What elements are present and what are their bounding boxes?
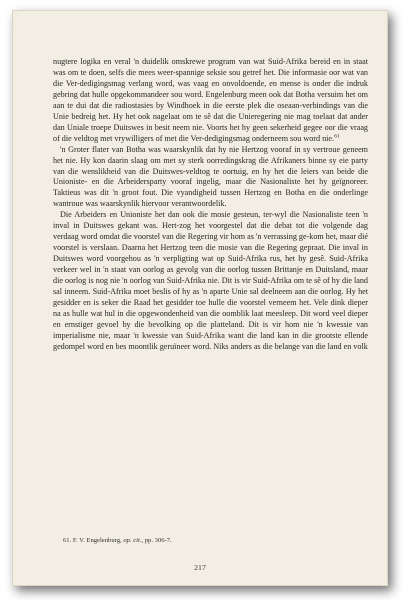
footnote-pages: pp. 306-7. xyxy=(144,537,172,544)
body-text xyxy=(53,57,368,353)
footnote xyxy=(63,537,363,544)
footnote-number: 61. xyxy=(63,537,72,544)
paragraph-3-text: Die Arbeiders en Unioniste het dan ook die mosie gesteun, ter-wyl die Nasionaliste teen 'n inval in Duitswes gekant was. Hert-zog het voorgestel dat die debat tot die volgende dag verdaag word omdat die voorstel van die Regering vir hom as 'n verrassing ge-kom het, maar dié voorstel is verslaan. Daarna het Hertzog teen die mosie van die Regering gepraat. Die inval in Duitswes word voorgehou as 'n verpligting wat op Suid-Afrika rus, het hy gesê. Suid-Afrika verkeer wel in 'n staat van oorlog as gevolg van die oorlog tussen Brittanje en Duitsland, maar die oorlog is nog nie 'n oorlog van Suid-Afrika nie. Dit is vir Suid-Afrika om te sê of hy die land sal inneem. Suid-Afrika moet beslis of hy as 'n aparte Unie sal deelneem aan die oorlog. Hy het gesidder en is seker die Raad het gesidder toe hulle die voorstel verneem het. Vele dink dieper na as hulle wat hul in die opgewondenheid van die oomblik laat meesleep. Dit word veel dieper en ernstiger gevoel by die bevolking op die platteland. Dit is vir hom nie 'n kwessie van imperialisme nie, maar 'n kwessie van Suid-Afrika want die land kan in die grootste ellende gedompel word en bes moontlik geruïneer word. Niks anders as die belange van die land en volk xyxy=(53,210,368,351)
paragraph-2-text: 'n Groter flater van Botha was waarskynlik dat hy nie Hertzog vooraf in sy vertroue geneem het nie. Hy kon daarin slaag om met sy sterk oorredingskrag die Afrikaners binne sy eie party van die wenslikheid van die Duitswes-veldtog te oortuig, en hy het die leiers van beide die Unioniste- en die Arbeidersparty vooraf ingelig, maar die Nasionaliste het hy geïgnoreer. Taktieus was dit 'n groot fout. Die vyandigheid tussen Hertzog en Botha en die onderlinge wantroue was waarskynlik hiervoor verantwoordelik. xyxy=(53,144,368,209)
paragraph-1 xyxy=(53,57,368,145)
paragraph-3 xyxy=(53,210,368,352)
footnote-author: F. V. Engelenburg, xyxy=(72,537,122,544)
page-number: 217 xyxy=(194,563,206,572)
book-page xyxy=(12,10,388,586)
footnote-reference: 61 xyxy=(334,132,340,139)
footnote-work: op. cit., xyxy=(123,537,144,544)
paragraph-2 xyxy=(53,145,368,211)
paragraph-1-text: nugtere logika en veral 'n duidelik omskrewe program van wat Suid-Afrika bereid en in staat was om te doen, selfs die mees weer-spannige seksie sou getref het. Die informasie oor wat van die Ver-dedigingsmag verlang word, was vaag en onvoldoende, en mense is onder die indruk gebring dat hulle opgekommandeer sou word. Engelenburg meen ook dat Botha versuim het om aan te dui dat die radiostasies by Windhoek in die eerste plek die oseaan-verbindings van die Unie bedreig het. Hy het ook nagelaat om te sê dat die Unieregering nie mag toelaat dat ander dan Uniale troepe Duitswes in besit neem nie. Voorts het hy geen sekerheid gegee oor die vraag of die veldtog met vrywilligers of met die Ver-dedigingsmag onderneem sou word nie. xyxy=(53,57,368,143)
